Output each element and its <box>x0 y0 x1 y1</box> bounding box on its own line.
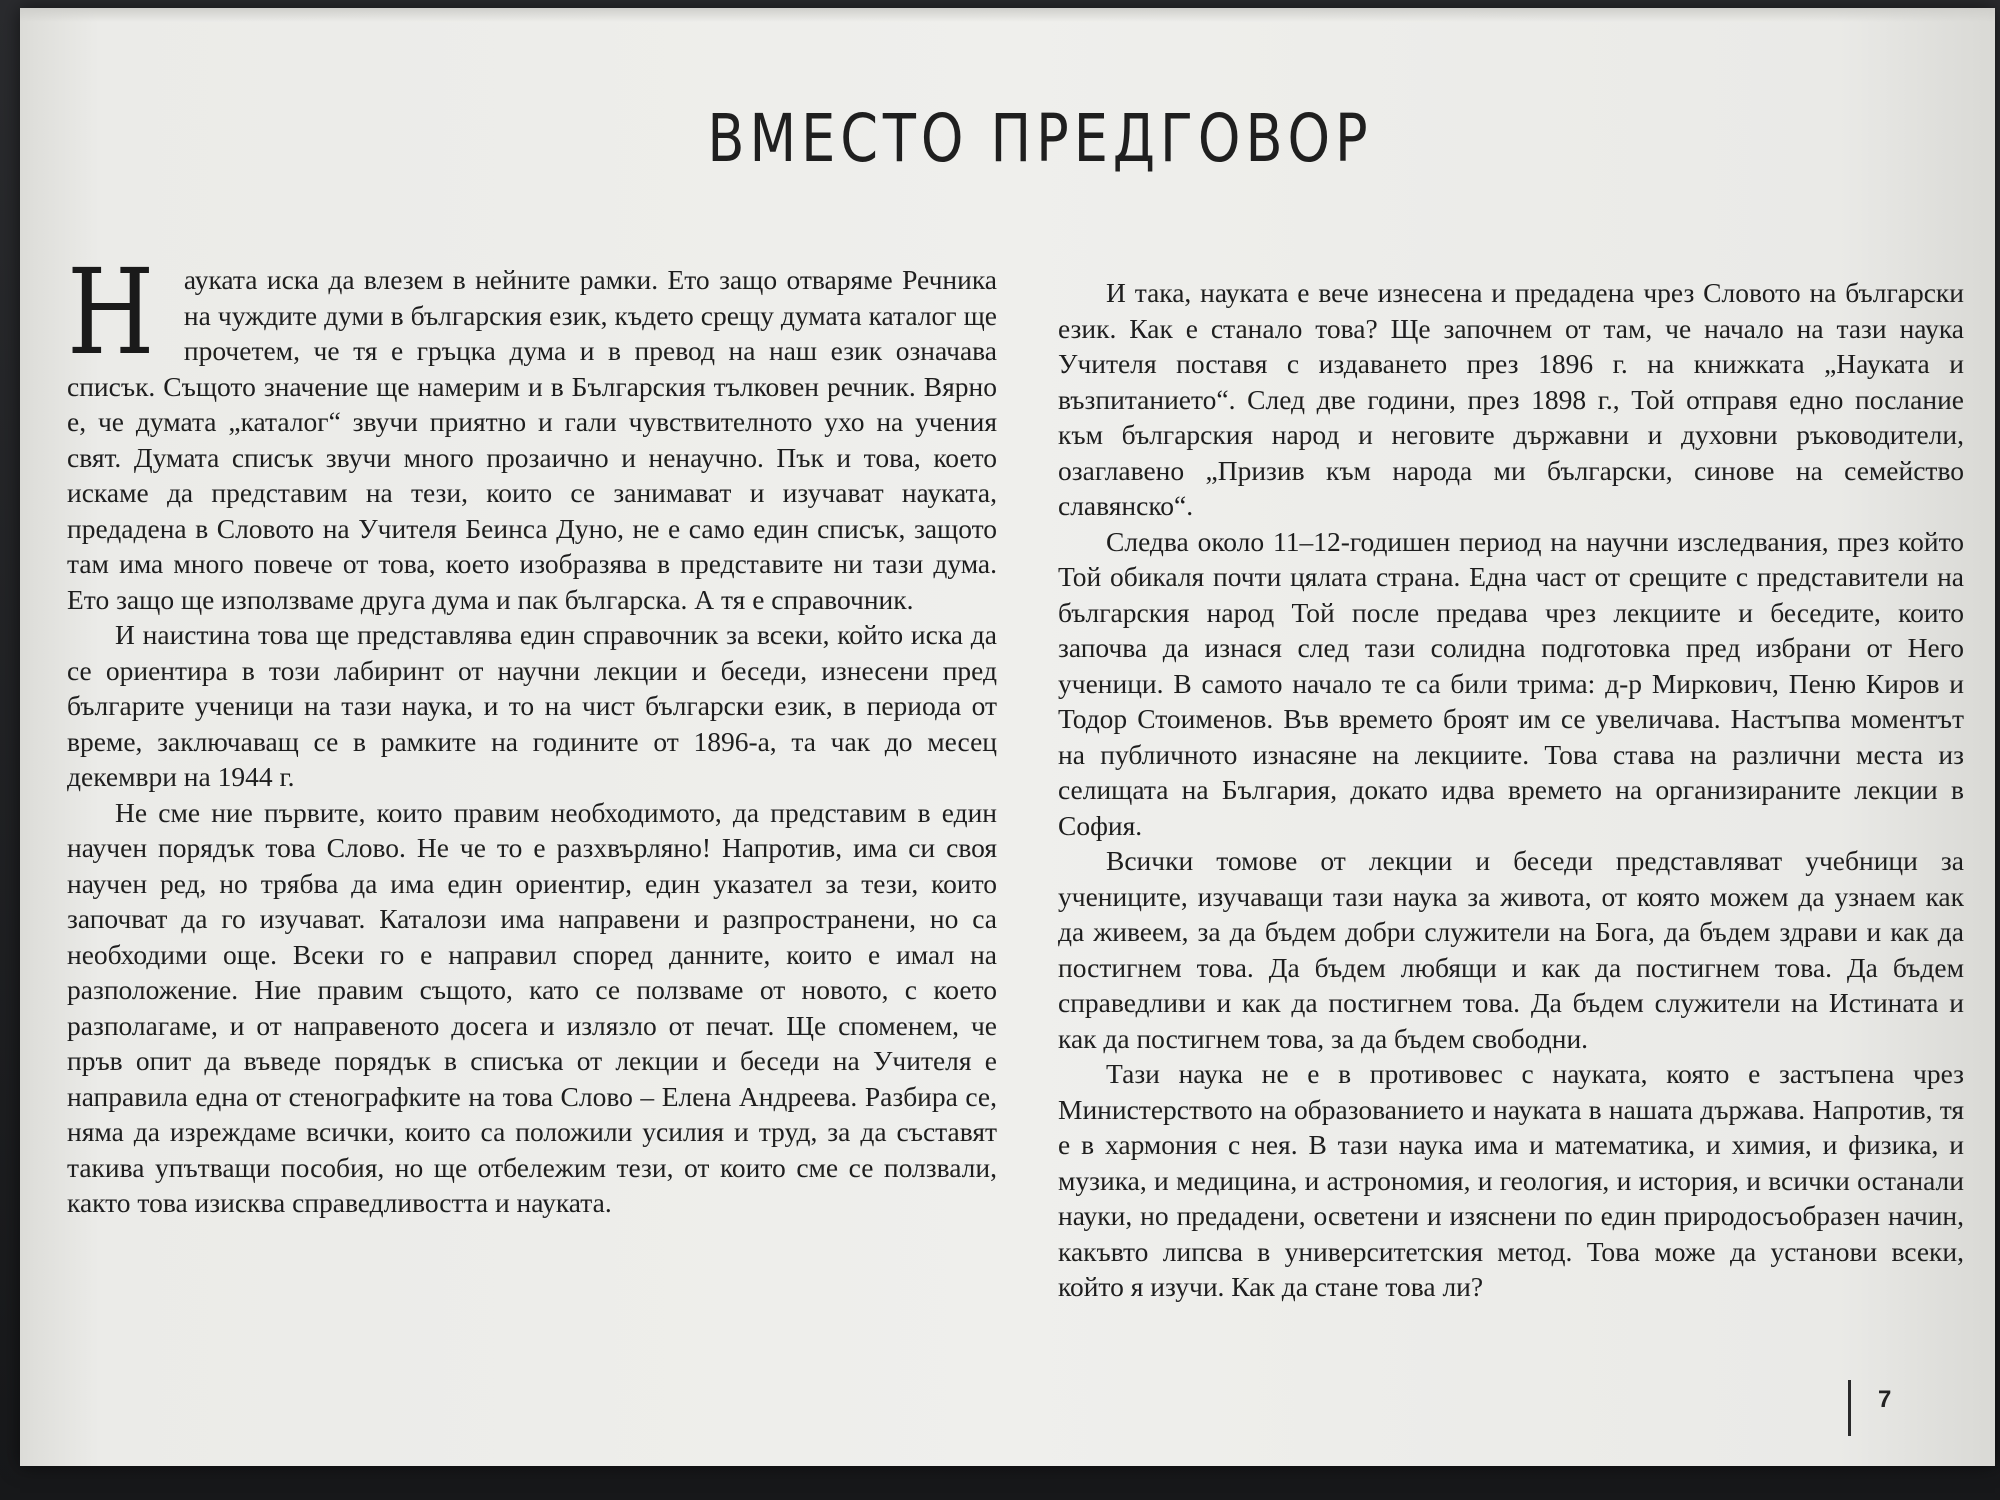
paragraph-7: Тази наука не е в противовес с науката, която е застъпена чрез Министерството на образованието и науката в нашата държава. Напротив, тя е в хармония с нея. В тази наука има и математика, и химия, и физика, и музика, и медицина, и астрономия, и геология, и история, и всички останали науки, но предадени, осветени и изяснени по един природосъобразен начин, какъвто липсва в университетския метод. Това може да установи всеки, който я изучи. Как да стане това ли? <box>1058 1058 1964 1302</box>
right-column <box>1058 275 1964 1305</box>
paragraph-4: И така, науката е вече изнесена и предадена чрез Словото на български език. Как е станало това? Ще започнем от там, че начало на тази наука Учителя поставя с издаването през 1896 г. на книжката „Науката и възпитанието“. След две години, през 1898 г., Той отправя едно послание към българския народ и неговите държавни и духовни ръководители, озаглавено „Призив към народа ми български, синове на семейство славянско“. <box>1058 277 1964 521</box>
drop-cap: Н <box>67 243 155 381</box>
page-title: ВМЕСТО ПРЕДГОВОР <box>707 100 1373 177</box>
paragraph-3: Не сме ние първите, които правим необходимото, да представим в един научен порядък това Слово. Не че то е разхвърляно! Напротив, има си своя научен ред, но трябва да има един ориентир, един указател за тези, които започват да го изучават. Каталози има направени и разпространени, но са необходими още. Всеки го е направил според данните, които е имал на разположение. Ние правим същото, като се ползваме от новото, с което разполагаме, и от направеното досега и излязло от печат. Ще споменем, че пръв опит да въведе порядък в списъка от лекции и беседи на Учителя е направила една от стенографките на това Слово – Елена Андреева. Разбира се, няма да изреждаме всички, които са положили усилия и труд, за да съставят такива упътващи пособия, но ще отбележим тези, от които сме се ползвали, както това изисква справедливостта и науката. <box>67 796 997 1218</box>
page-number: 7 <box>1878 1386 1892 1413</box>
left-column <box>67 243 997 1221</box>
page-number-rule <box>1848 1380 1851 1436</box>
paragraph-2: И наистина това ще представлява един справочник за всеки, който иска да се ориентира в този лабиринт от научни лекции и беседи, изнесени пред българите ученици на тази наука, и то на чист български език, в периода от време, заключаващ се в рамките на годините от 1896-а, та чак до месец декември на 1944 г. <box>67 619 997 792</box>
paragraph-6: Всички томове от лекции и беседи представляват учебници за учениците, изучаващи тази наука за живота, от която можем да узнаем как да живеем, за да бъдем добри служители на Бога, да бъдем здрави и как да постигнем това. Да бъдем любящи и как да постигнем това. Да бъдем справедливи и как да постигнем това. Да бъдем служители на Истината и как да постигнем това, за да бъдем свободни. <box>1058 845 1964 1054</box>
page-edge-shadow <box>20 8 1995 22</box>
paragraph-1 <box>67 243 997 617</box>
paragraph-1-text: ауката иска да влезем в нейните рамки. Ето защо отваряме Речника на чуждите думи в българския език, където срещу думата каталог ще прочетем, че тя е гръцка дума и в превод на наш език означава списък. Същото значение ще намерим и в Българския тълковен речник. Вярно е, че думата „каталог“ звучи приятно и гали чувствителното ухо на учения свят. Думата списък звучи много прозаично и ненаучно. Пък и това, което искаме да представим на тези, които се занимават и изучават науката, предадена в Словото на Учителя Беинса Дуно, не е само един списък, защото там има много повече от това, което изобразява в представите ни тази дума. Ето защо ще използваме друга дума и пак българска. А тя е справочник. <box>67 264 997 615</box>
paragraph-5: Следва около 11–12-годишен период на научни изследвания, през който Той обикаля почти цялата страна. Една част от срещите с представители на българския народ Той после предава чрез лекциите и беседите, които започва да изнася след тази солидна подготовка пред избрани от Него ученици. В самото начало те са били трима: д-р Миркович, Пеню Киров и Тодор Стоименов. Във времето броят им се увеличава. Настъпва моментът на публичното изнасяне на лекциите. Това става на различни места из селищата на България, докато идва времето на организираните лекции в София. <box>1058 525 1964 841</box>
